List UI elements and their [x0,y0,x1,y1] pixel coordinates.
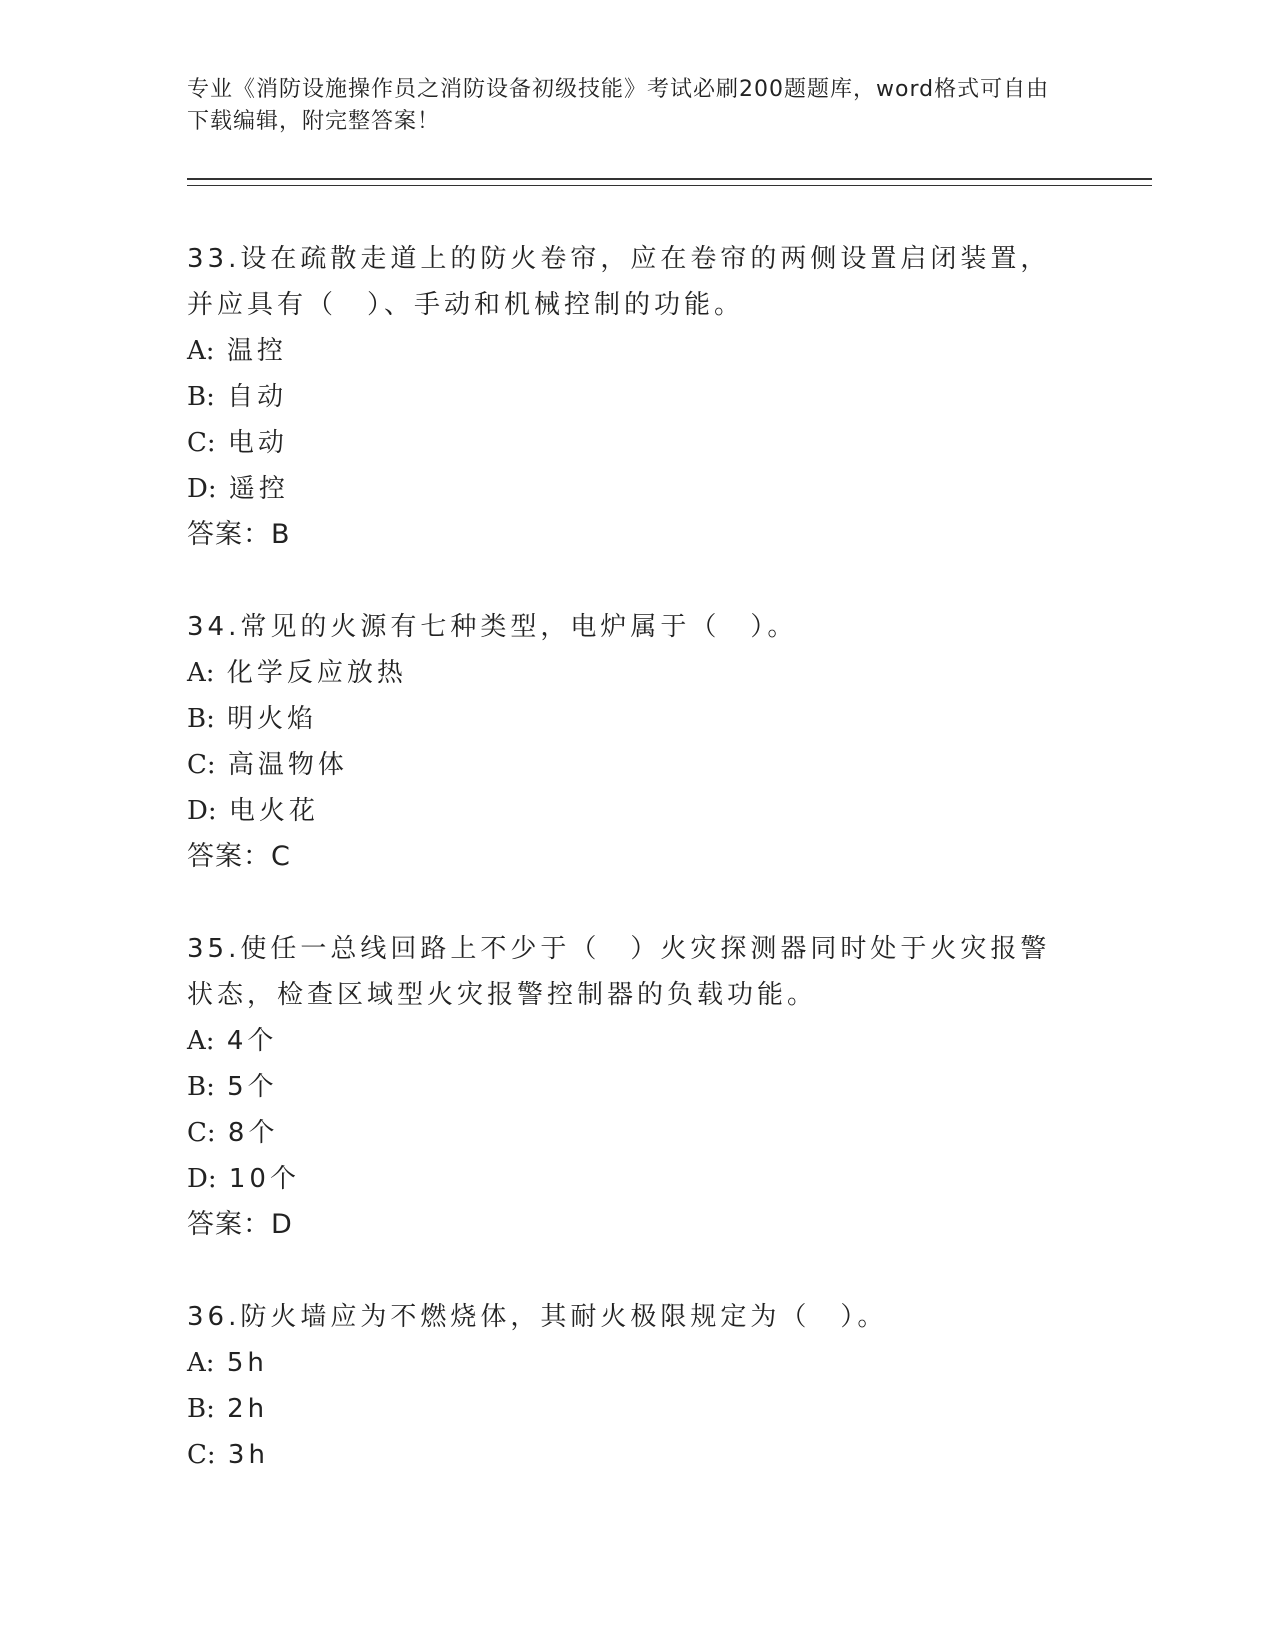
option-text: 8个 [227,1118,279,1148]
question-text: 33.设在疏散走道上的防火卷帘，应在卷帘的两侧设置启闭装置，并应具有（ ）、手动和机械控制的功能。 [187,244,1051,320]
option-b [187,1386,1157,1432]
option-text: 遥控 [228,474,289,504]
question-33 [187,236,1157,558]
option-d [187,466,1157,512]
option-b [187,1064,1157,1110]
option-c [187,1432,1157,1478]
option-d [187,1156,1157,1202]
option-a [187,650,1157,696]
option-a [187,1018,1157,1064]
option-d [187,788,1157,834]
option-text: 电火花 [228,796,319,826]
option-text: 10个 [228,1164,300,1194]
option-letter: D: [187,796,217,826]
option-letter: B: [187,1072,215,1102]
option-text: 明火焰 [227,704,318,734]
option-letter: A: [187,658,215,688]
question-text: 34.常见的火源有七种类型，电炉属于（ ）。 [187,612,798,642]
option-letter: C: [187,1440,216,1470]
question-35 [187,926,1157,1248]
question-text: 35.使任一总线回路上不少于（ ）火灾探测器同时处于火灾报警状态，检查区域型火灾报警控制器的负载功能。 [187,934,1051,1010]
option-letter: C: [187,750,216,780]
option-text: 3h [227,1440,269,1470]
option-letter: A: [187,1026,215,1056]
option-letter: D: [187,1164,217,1194]
option-text: 温控 [226,336,287,366]
answer-line: 答案：D [187,1209,293,1240]
option-letter: D: [187,474,217,504]
option-text: 4个 [226,1026,278,1056]
option-letter: A: [187,1348,215,1378]
answer-line: 答案：B [187,519,291,550]
document-header: 专业《消防设施操作员之消防设备初级技能》考试必刷200题题库，word格式可自由下载编辑，附完整答案！ [187,77,1050,134]
option-c [187,742,1157,788]
option-c [187,1110,1157,1156]
option-letter: A: [187,336,215,366]
option-a [187,328,1157,374]
option-text: 2h [227,1394,269,1424]
option-text: 高温物体 [227,750,348,780]
question-list [187,236,1157,1524]
option-a [187,1340,1157,1386]
option-text: 5h [226,1348,268,1378]
option-b [187,374,1157,420]
option-letter: B: [187,382,215,412]
option-letter: C: [187,1118,216,1148]
header-divider [187,178,1152,186]
option-text: 自动 [227,382,288,412]
question-34 [187,604,1157,880]
answer-line: 答案：C [187,841,291,872]
option-letter: C: [187,428,216,458]
option-text: 电动 [227,428,288,458]
option-c [187,420,1157,466]
option-letter: B: [187,704,215,734]
option-text: 化学反应放热 [226,658,407,688]
option-b [187,696,1157,742]
question-36 [187,1294,1157,1478]
question-text: 36.防火墙应为不燃烧体，其耐火极限规定为（ ）。 [187,1302,888,1332]
option-letter: B: [187,1394,215,1424]
option-text: 5个 [227,1072,278,1102]
